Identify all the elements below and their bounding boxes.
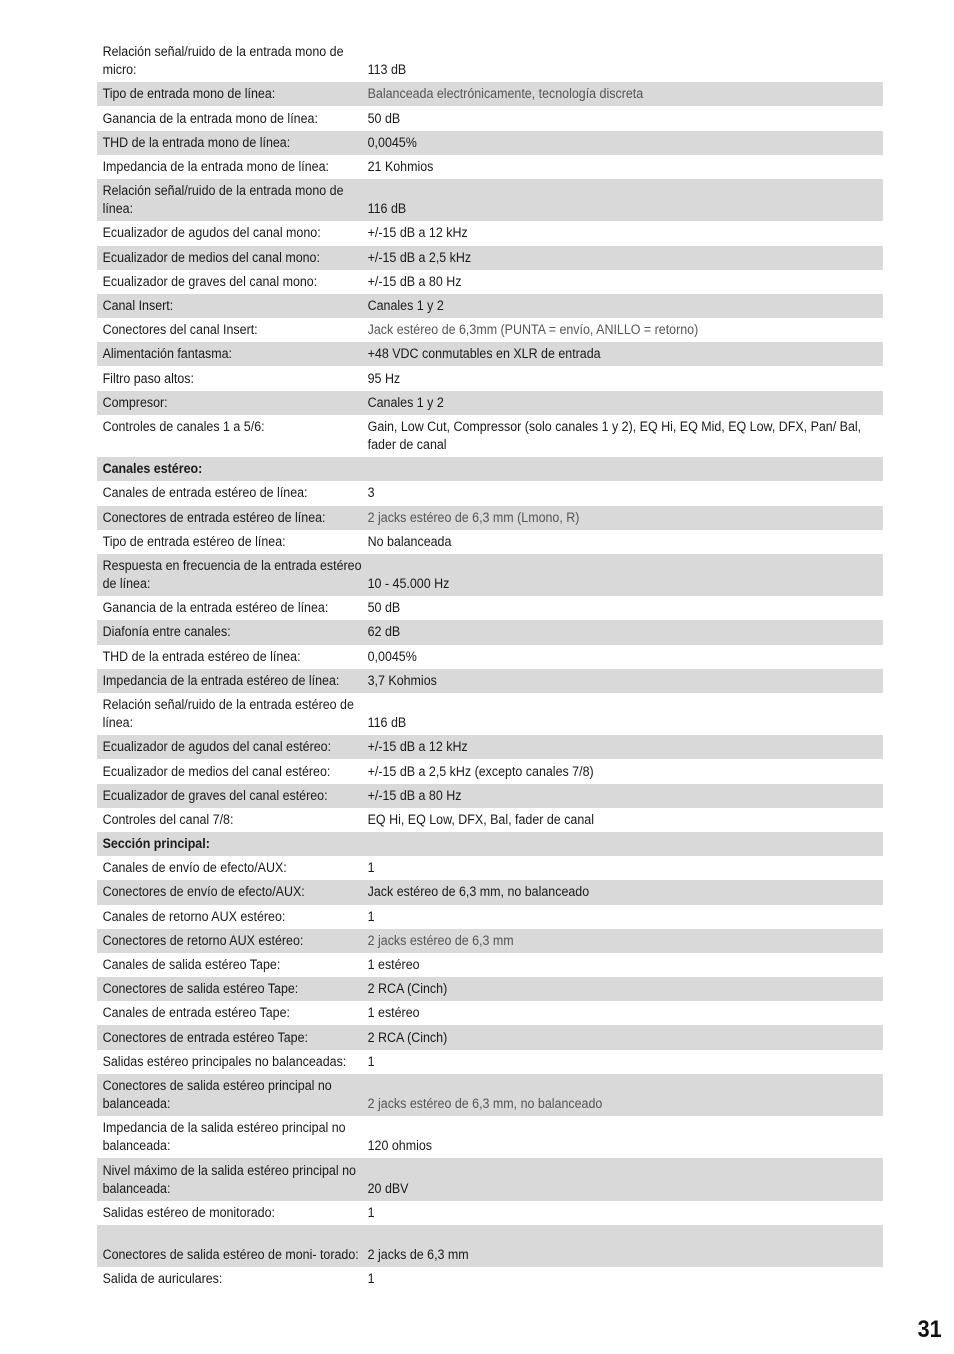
spec-row (97, 481, 883, 505)
spec-value: Gain, Low Cut, Compressor (solo canales 1 y 2), EQ Hi, EQ Mid, EQ Low, DFX, Pan/ Bal, fader de canal (367, 418, 862, 452)
spec-row (97, 905, 883, 929)
spec-value: 0,0045% (367, 134, 417, 150)
spec-label: Conectores de entrada estéreo de línea: (102, 509, 326, 525)
spec-label: Salida de auriculares: (102, 1271, 223, 1287)
spec-value: 3,7 Kohmios (367, 672, 437, 688)
spec-label: Ecualizador de medios del canal estéreo: (102, 763, 331, 779)
spec-row (97, 391, 883, 415)
spec-label: Nivel máximo de la salida estéreo principal no balanceada: (102, 1162, 356, 1196)
spec-label: Relación señal/ruido de la entrada mono de micro: (102, 44, 344, 78)
spec-table (97, 40, 883, 1291)
spec-label: Controles de canales 1 a 5/6: (102, 418, 265, 434)
spec-label: Canales de envío de efecto/AUX: (102, 860, 287, 876)
spec-row (97, 530, 883, 554)
spec-label: Relación señal/ruido de la entrada mono de línea: (102, 183, 344, 217)
section-heading (97, 457, 883, 481)
spec-value: 116 dB (367, 201, 407, 217)
spec-row (97, 415, 883, 457)
spec-label: Canales de salida estéreo Tape: (102, 957, 281, 973)
spec-value: 2 jacks de 6,3 mm (367, 1247, 469, 1263)
spec-value: +/-15 dB a 12 kHz (367, 225, 468, 241)
spec-row (97, 294, 883, 318)
spec-value: 1 estéreo (367, 1005, 420, 1021)
spec-value: 2 RCA (Cinch) (367, 1029, 448, 1045)
spec-value: 1 (367, 1271, 375, 1287)
spec-value: +/-15 dB a 2,5 kHz (excepto canales 7/8) (367, 763, 594, 779)
spec-row (97, 856, 883, 880)
spec-value: Balanceada electrónicamente, tecnología discreta (367, 86, 644, 102)
spec-value: 2 jacks estéreo de 6,3 mm (367, 932, 514, 948)
spec-row (97, 366, 883, 390)
spec-row (97, 808, 883, 832)
spec-label: Conectores de envío de efecto/AUX: (102, 884, 305, 900)
spec-label: Alimentación fantasma: (102, 346, 233, 362)
spec-label: Ecualizador de medios del canal mono: (102, 249, 320, 265)
spec-label: Canales de entrada estéreo de línea: (102, 485, 308, 501)
spec-row (97, 759, 883, 783)
spec-row (97, 1074, 883, 1116)
spec-value: +/-15 dB a 2,5 kHz (367, 249, 472, 265)
spec-value: 1 (367, 1204, 375, 1220)
spec-label: Canales de retorno AUX estéreo: (102, 908, 286, 924)
spec-row (97, 342, 883, 366)
spec-row (97, 82, 883, 106)
spec-label: Compresor: (102, 394, 168, 410)
spec-label: THD de la entrada estéreo de línea: (102, 648, 301, 664)
spec-value: No balanceada (367, 533, 452, 549)
spec-value: +/-15 dB a 80 Hz (367, 787, 462, 803)
spec-label: Diafonía entre canales: (102, 624, 231, 640)
spec-row (97, 40, 883, 82)
spec-label: Salidas estéreo principales no balanceadas: (102, 1053, 347, 1069)
spec-value: 2 RCA (Cinch) (367, 981, 448, 997)
spec-row (97, 106, 883, 130)
spec-row (97, 246, 883, 270)
spec-row (97, 1050, 883, 1074)
spec-row (97, 554, 883, 596)
spec-value: 1 (367, 1053, 375, 1069)
spec-value: 95 Hz (367, 370, 401, 386)
spec-label: Impedancia de la salida estéreo principal no balanceada: (102, 1120, 346, 1154)
spec-row (97, 953, 883, 977)
spec-label: Canales de entrada estéreo Tape: (102, 1005, 290, 1021)
spec-value: EQ Hi, EQ Low, DFX, Bal, fader de canal (367, 811, 594, 827)
spec-value: 50 dB (367, 600, 401, 616)
spec-label: Controles del canal 7/8: (102, 811, 234, 827)
spec-value: 2 jacks estéreo de 6,3 mm (Lmono, R) (367, 509, 580, 525)
spec-label: Relación señal/ruido de la entrada estéreo de línea: (102, 697, 354, 731)
spec-row (97, 179, 883, 221)
section-heading (97, 832, 883, 856)
spec-value: 62 dB (367, 624, 401, 640)
spec-label: Conectores del canal Insert: (102, 322, 258, 338)
spec-label: Filtro paso altos: (102, 370, 194, 386)
spec-value: Canales 1 y 2 (367, 298, 444, 313)
section-title: Canales estéreo: (102, 461, 203, 477)
spec-value: +/-15 dB a 12 kHz (367, 739, 468, 755)
spec-label: Canal Insert: (102, 298, 174, 313)
spec-row (97, 221, 883, 245)
spec-row (97, 596, 883, 620)
spec-row (97, 1158, 883, 1200)
spec-value: Canales 1 y 2 (367, 394, 444, 410)
spec-value: 50 dB (367, 110, 401, 126)
spec-value: 116 dB (367, 715, 407, 731)
spec-label: Respuesta en frecuencia de la entrada estéreo de línea: (102, 558, 362, 592)
spec-value: 10 - 45.000 Hz (367, 576, 450, 592)
spec-label: Ecualizador de agudos del canal estéreo: (102, 739, 332, 755)
spec-value: 1 (367, 860, 375, 876)
spec-label: Conectores de salida estéreo Tape: (102, 981, 299, 997)
spec-label: Tipo de entrada mono de línea: (102, 86, 276, 102)
spec-label: Conectores de entrada estéreo Tape: (102, 1029, 308, 1045)
spec-row (97, 270, 883, 294)
spec-label: Tipo de entrada estéreo de línea: (102, 533, 286, 549)
spec-value: 120 ohmios (367, 1138, 433, 1154)
spec-row (97, 880, 883, 904)
spec-row (97, 1225, 883, 1267)
spec-value: 2 jacks estéreo de 6,3 mm, no balanceado (367, 1096, 603, 1112)
spec-label: Ecualizador de agudos del canal mono: (102, 225, 321, 241)
spec-row (97, 506, 883, 530)
spec-label: Impedancia de la entrada mono de línea: (102, 158, 329, 174)
spec-row (97, 784, 883, 808)
page-number: 31 (917, 1316, 942, 1343)
spec-row (97, 1025, 883, 1049)
spec-row (97, 1116, 883, 1158)
spec-row (97, 977, 883, 1001)
spec-value: 20 dBV (367, 1180, 409, 1196)
spec-row (97, 1267, 883, 1291)
spec-row (97, 1201, 883, 1225)
spec-label: Conectores de salida estéreo principal no balanceada: (102, 1078, 332, 1112)
spec-row (97, 131, 883, 155)
spec-label: THD de la entrada mono de línea: (102, 134, 291, 150)
spec-value: 0,0045% (367, 648, 417, 664)
spec-row (97, 735, 883, 759)
spec-row (97, 1001, 883, 1025)
spec-label: Ganancia de la entrada mono de línea: (102, 110, 318, 126)
spec-value: Jack estéreo de 6,3 mm, no balanceado (367, 884, 590, 900)
spec-row (97, 693, 883, 735)
spec-row (97, 669, 883, 693)
spec-row (97, 929, 883, 953)
spec-row (97, 318, 883, 342)
spec-value: +/-15 dB a 80 Hz (367, 273, 462, 289)
spec-row (97, 645, 883, 669)
spec-value: +48 VDC conmutables en XLR de entrada (367, 346, 601, 362)
spec-label: Conectores de retorno AUX estéreo: (102, 932, 304, 948)
spec-value: 1 (367, 908, 375, 924)
spec-value: Jack estéreo de 6,3mm (PUNTA = envío, ANILLO = retorno) (367, 322, 699, 338)
spec-value: 1 estéreo (367, 957, 420, 973)
spec-value: 113 dB (367, 62, 407, 78)
spec-row (97, 620, 883, 644)
spec-value: 21 Kohmios (367, 158, 434, 174)
spec-label: Ecualizador de graves del canal estéreo: (102, 787, 328, 803)
spec-label: Salidas estéreo de monitorado: (102, 1204, 275, 1220)
spec-label: Ganancia de la entrada estéreo de línea: (102, 600, 329, 616)
spec-label: Conectores de salida estéreo de moni- torado: (102, 1247, 359, 1263)
spec-value: 3 (367, 485, 375, 501)
spec-label: Ecualizador de graves del canal mono: (102, 273, 318, 289)
section-title: Sección principal: (102, 836, 210, 852)
spec-label: Impedancia de la entrada estéreo de línea: (102, 672, 340, 688)
spec-row (97, 155, 883, 179)
